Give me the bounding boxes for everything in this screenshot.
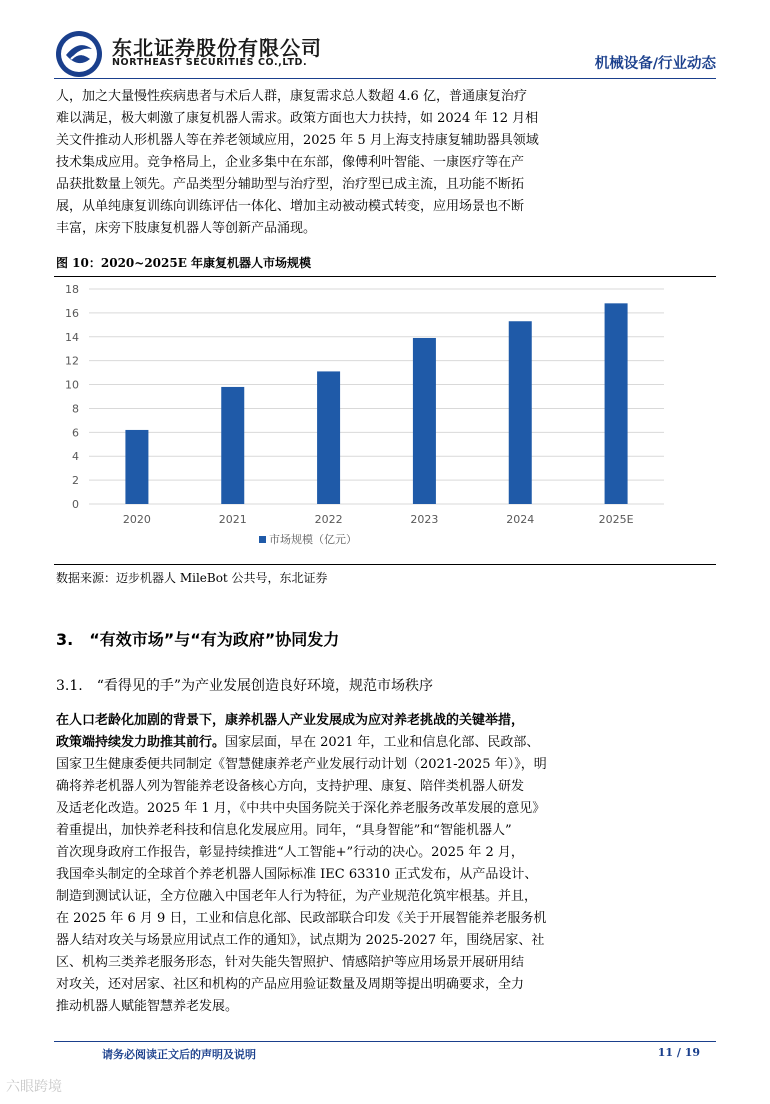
paragraph-line: 展，从单纯康复训练向训练评估一体化、增加主动被动模式转变，应用场景也不断 <box>56 199 525 214</box>
section-title: 3. “有效市场”与“有为政府”协同发力 <box>56 630 340 649</box>
y-tick-label: 16 <box>65 306 79 320</box>
market-size-chart <box>54 277 716 563</box>
paragraph-line: 品获批数量上领先。产品类型分辅助型与治疗型，治疗型已成主流，且功能不断拓 <box>56 177 525 192</box>
disclaimer-notice: 请务必阅读正文后的声明及说明 <box>102 1048 256 1061</box>
paragraph-line: 推动机器人赋能智慧养老发展。 <box>56 999 239 1014</box>
lead-sentence-end: 政策端持续发力助推其前行。 <box>56 735 226 750</box>
report-category: 机械设备/行业动态 <box>594 56 716 72</box>
bar <box>221 387 244 504</box>
page-header <box>0 0 770 80</box>
paragraph-line: 着重提出，加快养老科技和信息化发展应用。同年，“具身智能”和“智能机器人” <box>56 823 512 838</box>
bar-chart-svg <box>54 277 716 563</box>
y-tick-label: 18 <box>65 283 79 296</box>
y-tick-label: 14 <box>65 330 79 344</box>
x-tick-label: 2022 <box>314 513 343 526</box>
figure-bottom-rule <box>54 564 716 565</box>
x-tick-label: 2024 <box>506 513 535 526</box>
legend-label: 市场规模（亿元） <box>269 533 357 546</box>
figure-source: 数据来源：迈步机器人 MileBot 公共号，东北证券 <box>56 571 328 585</box>
paragraph-line: 在 2025 年 6 月 9 日，工业和信息化部、民政部联合印发《关于开展智能养老服务机 <box>56 911 547 926</box>
paragraph-line: 首次现身政府工作报告，彰显持续推进“人工智能+”行动的决心。2025 年 2 月， <box>56 845 524 860</box>
paragraph-line: 制造到测试认证，全方位融入中国老年人行为特征，为产业规范化筑牢根基。并且， <box>56 889 538 904</box>
x-tick-label: 2020 <box>122 513 151 526</box>
y-tick-label: 12 <box>65 354 79 368</box>
company-name-en: NORTHEAST SECURITIES CO.,LTD. <box>112 57 308 68</box>
paragraph-line: 区、机构三类养老服务形态，针对失能失智照护、情感陪护等应用场景开展研用结 <box>56 955 525 970</box>
page-number: 11 / 19 <box>657 1046 700 1059</box>
lead-line-rest: 国家层面，早在 2021 年，工业和信息化部、民政部、 <box>225 735 540 750</box>
y-tick-label: 6 <box>72 426 79 440</box>
company-name-cn: 东北证券股份有限公司 <box>112 36 322 60</box>
y-tick-label: 0 <box>72 498 79 511</box>
figure-title: 图 10：2020~2025E 年康复机器人市场规模 <box>56 256 312 270</box>
x-tick-label: 2025E <box>598 513 634 526</box>
x-tick-label: 2023 <box>410 513 439 526</box>
paragraph-line: 国家卫生健康委便共同制定《智慧健康养老产业发展行动计划（2021-2025 年）》，明 <box>56 757 547 772</box>
bar <box>509 321 532 504</box>
x-tick-label: 2021 <box>218 513 247 526</box>
y-tick-label: 2 <box>72 474 79 488</box>
paragraph-line: 技术集成应用。竞争格局上，企业多集中在东部，像傅利叶智能、一康医疗等在产 <box>56 155 525 170</box>
paragraph-line: 对攻关，还对居家、社区和机构的产品应用验证数量及周期等提出明确要求，全力 <box>56 977 525 992</box>
bar <box>605 303 628 504</box>
paragraph-line: 人，加之大量慢性疾病患者与术后人群，康复需求总人数超 4.6 亿，普通康复治疗 <box>56 89 527 104</box>
company-logo-icon <box>54 29 104 79</box>
y-tick-label: 10 <box>65 378 79 392</box>
paragraph-line: 难以满足，极大刺激了康复机器人需求。政策方面也大力扶持，如 2024 年 12 月相 <box>56 111 539 126</box>
paragraph-line <box>56 732 716 754</box>
paragraph-line: 我国牵头制定的全球首个养老机器人国际标准 IEC 63310 正式发布，从产品设计、 <box>56 867 538 882</box>
header-divider <box>54 78 716 79</box>
paragraph-line: 丰富，床旁下肢康复机器人等创新产品涌现。 <box>56 221 317 236</box>
bar <box>413 338 436 504</box>
intro-paragraph <box>56 86 716 240</box>
policy-paragraph <box>56 710 716 1018</box>
y-tick-label: 8 <box>72 402 79 416</box>
legend-swatch <box>259 536 266 543</box>
paragraph-line: 关文件推动人形机器人等在养老领域应用，2025 年 5 月上海支持康复辅助器具领域 <box>56 133 539 148</box>
bar <box>125 430 148 504</box>
bar <box>317 371 340 504</box>
footer-divider <box>54 1041 716 1042</box>
paragraph-line: 确将养老机器人列为智能养老设备核心方向，支持护理、康复、陪伴类机器人研发 <box>56 779 525 794</box>
y-tick-label: 4 <box>72 450 79 464</box>
paragraph-line: 及适老化改造。2025 年 1 月，《中共中央国务院关于深化养老服务改革发展的意见》 <box>56 801 546 816</box>
lead-sentence-line: 在人口老龄化加剧的背景下，康养机器人产业发展成为应对养老挑战的关键举措， <box>56 713 525 728</box>
subsection-title: 3.1. “看得见的手”为产业发展创造良好环境，规范市场秩序 <box>56 678 434 694</box>
watermark: 六眼跨境 <box>6 1079 62 1095</box>
paragraph-line: 器人结对攻关与场景应用试点工作的通知》，试点期为 2025-2027 年，围绕居家、社 <box>56 933 545 948</box>
